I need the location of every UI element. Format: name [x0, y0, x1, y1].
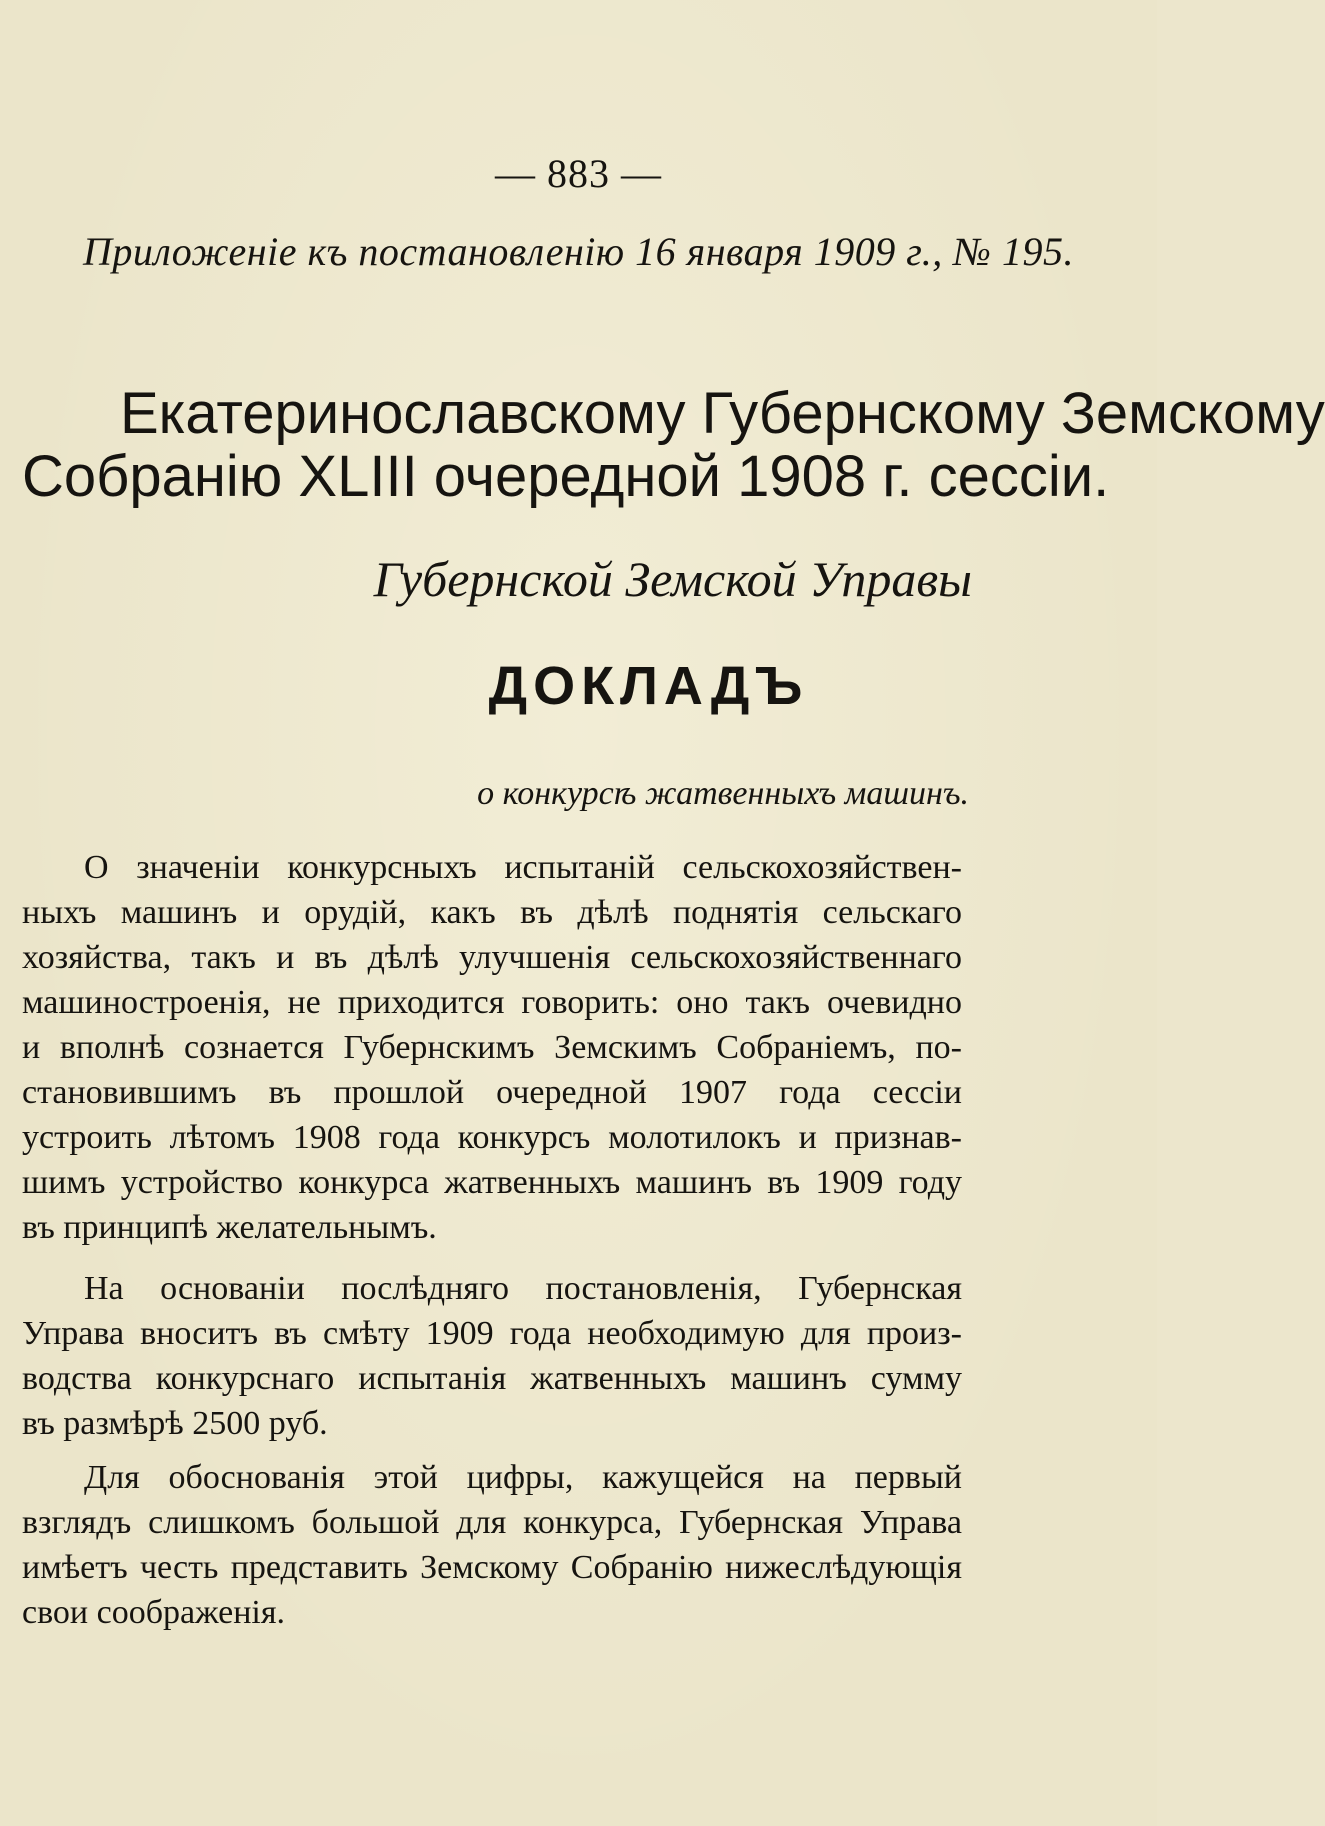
paragraph-line: шимъ устройство конкурса жатвенныхъ машинъ въ 1909 году	[22, 1164, 962, 1201]
paragraph-line: машиностроенiя, не приходится говорить: оно такъ очевидно	[22, 984, 962, 1021]
report-topic: о конкурсѣ жатвенныхъ машинъ.	[477, 775, 969, 812]
paragraph-line: въ принципѣ желательнымъ.	[22, 1209, 437, 1246]
paragraph-line: На основанiи послѣдняго постановленiя, Губернская	[84, 1270, 962, 1307]
paragraph-line: Управа вноситъ въ смѣту 1909 года необходимую для произ-	[22, 1315, 962, 1352]
paragraph-line: ныхъ машинъ и орудiй, какъ въ дѣлѣ поднятiя сельскаго	[22, 894, 962, 931]
paragraph-3	[22, 1455, 962, 1635]
paragraph-line: хозяйства, такъ и въ дѣлѣ улучшенiя сельскохозяйственнаго	[22, 939, 962, 976]
paragraph-line: имѣетъ честь представить Земскому Собранiю нижеслѣдующiя	[22, 1549, 962, 1586]
paragraph-line: и вполнѣ сознается Губернскимъ Земскимъ Собранiемъ, по-	[22, 1029, 962, 1066]
heading-line-1: Екатеринославскому Губернскому Земскому	[120, 381, 1325, 446]
paragraph-line: свои соображенiя.	[22, 1594, 286, 1631]
document-title: ДОКЛАДЪ	[488, 656, 809, 716]
heading-line-2: Собранiю XLIII очередной 1908 г. сессiи.	[22, 444, 1110, 509]
paragraph-2	[22, 1266, 962, 1446]
paragraph-line: въ размѣрѣ 2500 руб.	[22, 1405, 328, 1442]
page-number: — 883 —	[495, 151, 662, 196]
paragraph-1	[22, 845, 962, 1250]
subheading: Губернской Земской Управы	[373, 551, 972, 607]
paragraph-line: взглядъ слишкомъ большой для конкурса, Губернская Управа	[22, 1504, 962, 1541]
paragraph-line: О значенiи конкурсныхъ испытанiй сельскохозяйствен-	[84, 849, 962, 886]
paragraph-line: устроить лѣтомъ 1908 года конкурсъ молотилокъ и признав-	[22, 1119, 962, 1156]
appendix-note: Приложенiе къ постановленiю 16 января 1909 г., № 195.	[82, 229, 1074, 274]
paragraph-line: Для обоснованiя этой цифры, кажущейся на первый	[84, 1459, 962, 1496]
paragraph-line: становившимъ въ прошлой очередной 1907 года сессiи	[22, 1074, 962, 1111]
paragraph-line: водства конкурснаго испытанiя жатвенныхъ машинъ сумму	[22, 1360, 962, 1397]
